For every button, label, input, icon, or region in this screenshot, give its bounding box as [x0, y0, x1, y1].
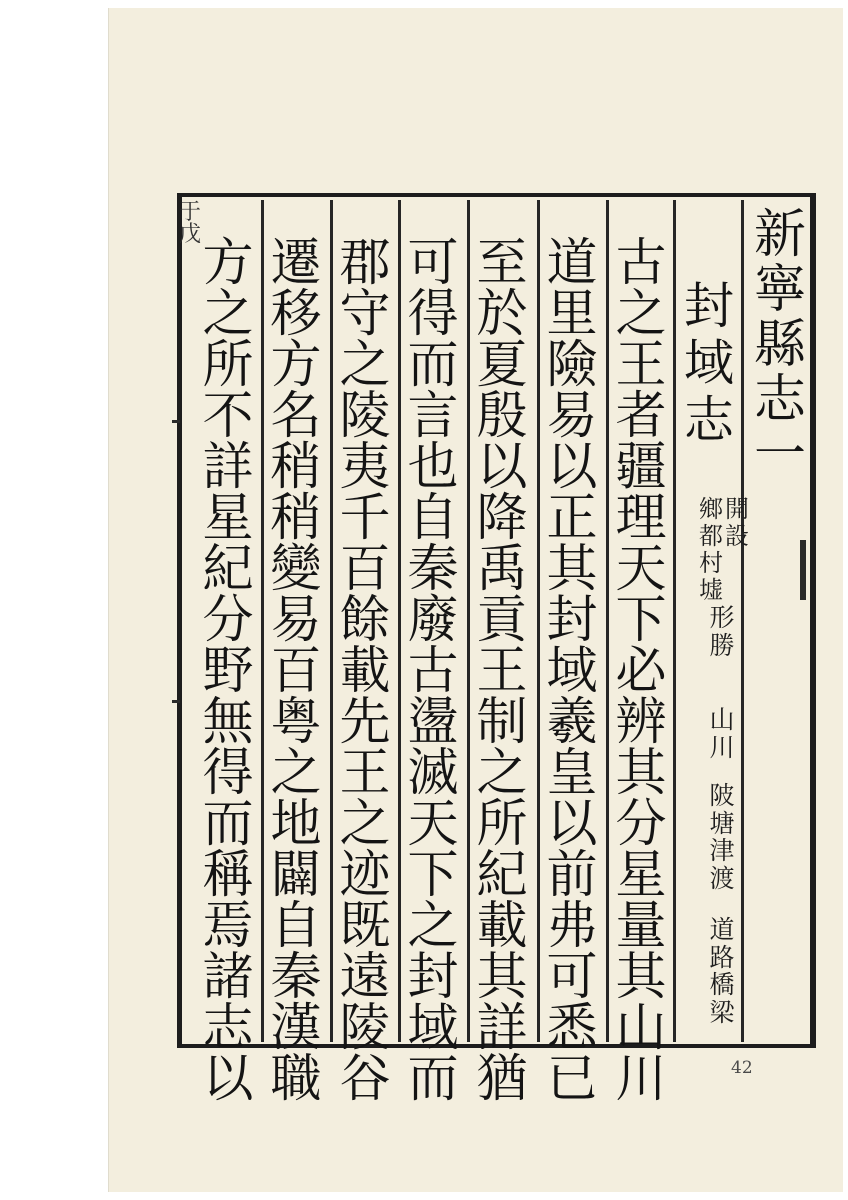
- text-char: 降: [476, 489, 528, 548]
- text-char: 百: [339, 540, 391, 599]
- text-char: 盪: [407, 693, 459, 752]
- toc-char: 渡: [709, 863, 735, 893]
- text-char: 前: [546, 846, 598, 905]
- text-char: 下: [615, 591, 667, 650]
- toc-char: 墟: [699, 575, 723, 604]
- text-char: 之: [202, 285, 254, 344]
- text-char: 正: [546, 489, 598, 548]
- text-char: 自: [270, 897, 322, 956]
- text-char: 以: [546, 795, 598, 854]
- title-char: 志: [753, 370, 806, 431]
- book-title: [748, 205, 812, 486]
- text-char: 其: [546, 540, 598, 599]
- toc-item: [699, 916, 745, 1026]
- text-char: 古: [407, 642, 459, 701]
- text-char: 量: [615, 897, 667, 956]
- text-char: 得: [202, 744, 254, 803]
- text-char: 而: [202, 795, 254, 854]
- text-char: 秦: [270, 948, 322, 1007]
- page-number: 42: [731, 1058, 753, 1078]
- text-char: 變: [270, 540, 322, 599]
- text-char: 方: [270, 336, 322, 395]
- text-column: [540, 234, 604, 1109]
- toc-char: 都: [699, 521, 723, 550]
- text-char: 之: [476, 744, 528, 803]
- text-char: 所: [476, 795, 528, 854]
- toc-char: 設: [725, 521, 749, 550]
- chapter-char: 志: [684, 391, 734, 449]
- text-char: 守: [339, 285, 391, 344]
- text-char: 稍: [270, 489, 322, 548]
- text-char: 王: [615, 336, 667, 395]
- text-char: 猶: [476, 1050, 528, 1109]
- text-char: 稱: [202, 846, 254, 905]
- text-char: 川: [615, 1050, 667, 1109]
- toc-char: 道: [709, 915, 735, 944]
- column-rule: [673, 200, 676, 1042]
- text-char: 之: [339, 795, 391, 854]
- text-column: [609, 234, 673, 1109]
- text-char: 地: [270, 795, 322, 854]
- text-char: 迹: [339, 846, 391, 905]
- text-char: 夏: [476, 336, 528, 395]
- text-char: 以: [476, 438, 528, 497]
- title-char: 縣: [753, 315, 806, 376]
- title-char: 寧: [753, 260, 806, 321]
- chapter-char: 封: [684, 277, 734, 335]
- text-char: 得: [407, 285, 459, 344]
- text-char: 職: [270, 1050, 322, 1109]
- text-char: 志: [202, 999, 254, 1058]
- text-char: 天: [615, 540, 667, 599]
- toc-char: 路: [709, 942, 735, 972]
- frame-tick: [800, 540, 806, 600]
- text-char: 下: [407, 846, 459, 905]
- text-char: 遠: [339, 948, 391, 1007]
- toc-char: 勝: [709, 630, 735, 660]
- toc-char: 橋: [709, 970, 735, 999]
- text-char: 古: [615, 234, 667, 293]
- text-char: 封: [546, 591, 598, 650]
- text-char: 言: [407, 387, 459, 446]
- text-char: 封: [407, 948, 459, 1007]
- text-char: 也: [407, 438, 459, 497]
- text-char: 里: [546, 285, 598, 344]
- title-char: 新: [753, 205, 806, 265]
- text-char: 可: [546, 948, 598, 1007]
- toc-char: 梁: [709, 997, 735, 1027]
- text-char: 詳: [476, 999, 528, 1058]
- toc-char: 塘: [709, 808, 735, 838]
- chapter-title: [677, 278, 741, 449]
- toc-char: 開: [725, 495, 749, 523]
- toc-char: 村: [699, 548, 723, 577]
- text-char: 殷: [476, 387, 528, 446]
- text-char: 秦: [407, 540, 459, 599]
- text-char: 陵: [339, 387, 391, 446]
- text-char: 野: [202, 642, 254, 701]
- text-char: 疆: [615, 438, 667, 497]
- text-char: 焉: [202, 897, 254, 956]
- text-char: 既: [339, 897, 391, 956]
- toc-item: [699, 706, 745, 761]
- text-column: [470, 234, 534, 1109]
- text-char: 陵: [339, 999, 391, 1058]
- text-char: 其: [615, 744, 667, 803]
- text-char: 制: [476, 693, 528, 752]
- text-char: 之: [339, 336, 391, 395]
- text-char: 天: [407, 795, 459, 854]
- text-char: 已: [546, 1050, 598, 1109]
- text-char: 分: [202, 591, 254, 650]
- title-char: 一: [753, 425, 806, 486]
- text-char: 至: [476, 234, 528, 293]
- text-char: 弗: [546, 897, 598, 956]
- toc-char: 陂: [709, 781, 735, 810]
- text-char: 王: [476, 642, 528, 701]
- text-column: [196, 234, 260, 1109]
- toc-char: 形: [709, 603, 735, 632]
- text-char: 而: [407, 336, 459, 395]
- text-char: 可: [407, 234, 459, 293]
- text-char: 易: [270, 591, 322, 650]
- text-char: 載: [476, 897, 528, 956]
- text-char: 皇: [546, 744, 598, 803]
- toc-char: 鄉: [699, 495, 723, 523]
- text-char: 以: [546, 438, 598, 497]
- text-char: 自: [407, 489, 459, 548]
- toc-char: 川: [709, 732, 735, 762]
- chapter-char: 域: [684, 334, 734, 392]
- text-char: 谷: [339, 1050, 391, 1109]
- text-char: 域: [407, 999, 459, 1058]
- text-char: 者: [615, 387, 667, 446]
- text-char: 以: [202, 1050, 254, 1109]
- frame-tick: [172, 700, 180, 703]
- text-char: 星: [202, 489, 254, 548]
- text-char: 方: [202, 234, 254, 293]
- text-char: 千: [339, 489, 391, 548]
- text-char: 域: [546, 642, 598, 701]
- text-char: 於: [476, 285, 528, 344]
- toc-header-left: [698, 496, 724, 604]
- text-char: 其: [615, 948, 667, 1007]
- text-char: 漢: [270, 999, 322, 1058]
- text-char: 紀: [202, 540, 254, 599]
- text-char: 無: [202, 693, 254, 752]
- text-char: 滅: [407, 744, 459, 803]
- text-char: 道: [546, 234, 598, 293]
- text-char: 分: [615, 795, 667, 854]
- toc-header-right: [724, 496, 750, 550]
- toc-header: [698, 495, 750, 604]
- toc-item: [699, 604, 745, 659]
- text-char: 闢: [270, 846, 322, 905]
- text-char: 悉: [546, 999, 598, 1058]
- text-char: 名: [270, 387, 322, 446]
- text-char: 移: [270, 285, 322, 344]
- text-char: 所: [202, 336, 254, 395]
- text-char: 郡: [339, 234, 391, 293]
- text-char: 羲: [546, 693, 598, 752]
- text-char: 辨: [615, 693, 667, 752]
- toc-char: 津: [709, 836, 735, 865]
- text-char: 紀: [476, 846, 528, 905]
- text-char: 百: [270, 642, 322, 701]
- text-char: 不: [202, 387, 254, 446]
- text-char: 之: [270, 744, 322, 803]
- text-char: 王: [339, 744, 391, 803]
- text-char: 其: [476, 948, 528, 1007]
- text-char: 廢: [407, 591, 459, 650]
- text-char: 粤: [270, 693, 322, 752]
- text-char: 稍: [270, 438, 322, 497]
- text-char: 險: [546, 336, 598, 395]
- text-char: 星: [615, 846, 667, 905]
- text-char: 之: [407, 897, 459, 956]
- text-char: 禹: [476, 540, 528, 599]
- text-char: 貢: [476, 591, 528, 650]
- text-char: 而: [407, 1050, 459, 1109]
- text-column: [264, 234, 328, 1109]
- toc-char: 山: [709, 705, 735, 734]
- text-char: 餘: [339, 591, 391, 650]
- toc-item: [699, 782, 745, 892]
- text-char: 遷: [270, 234, 322, 293]
- text-char: 必: [615, 642, 667, 701]
- text-char: 易: [546, 387, 598, 446]
- text-char: 先: [339, 693, 391, 752]
- text-char: 之: [615, 285, 667, 344]
- text-char: 詳: [202, 438, 254, 497]
- text-char: 山: [615, 999, 667, 1058]
- frame-tick: [172, 420, 180, 423]
- margin-label: 于戊: [179, 200, 202, 247]
- text-char: 夷: [339, 438, 391, 497]
- text-char: 理: [615, 489, 667, 548]
- text-column: [401, 234, 465, 1109]
- text-char: 諸: [202, 948, 254, 1007]
- text-char: 載: [339, 642, 391, 701]
- text-column: [333, 234, 397, 1109]
